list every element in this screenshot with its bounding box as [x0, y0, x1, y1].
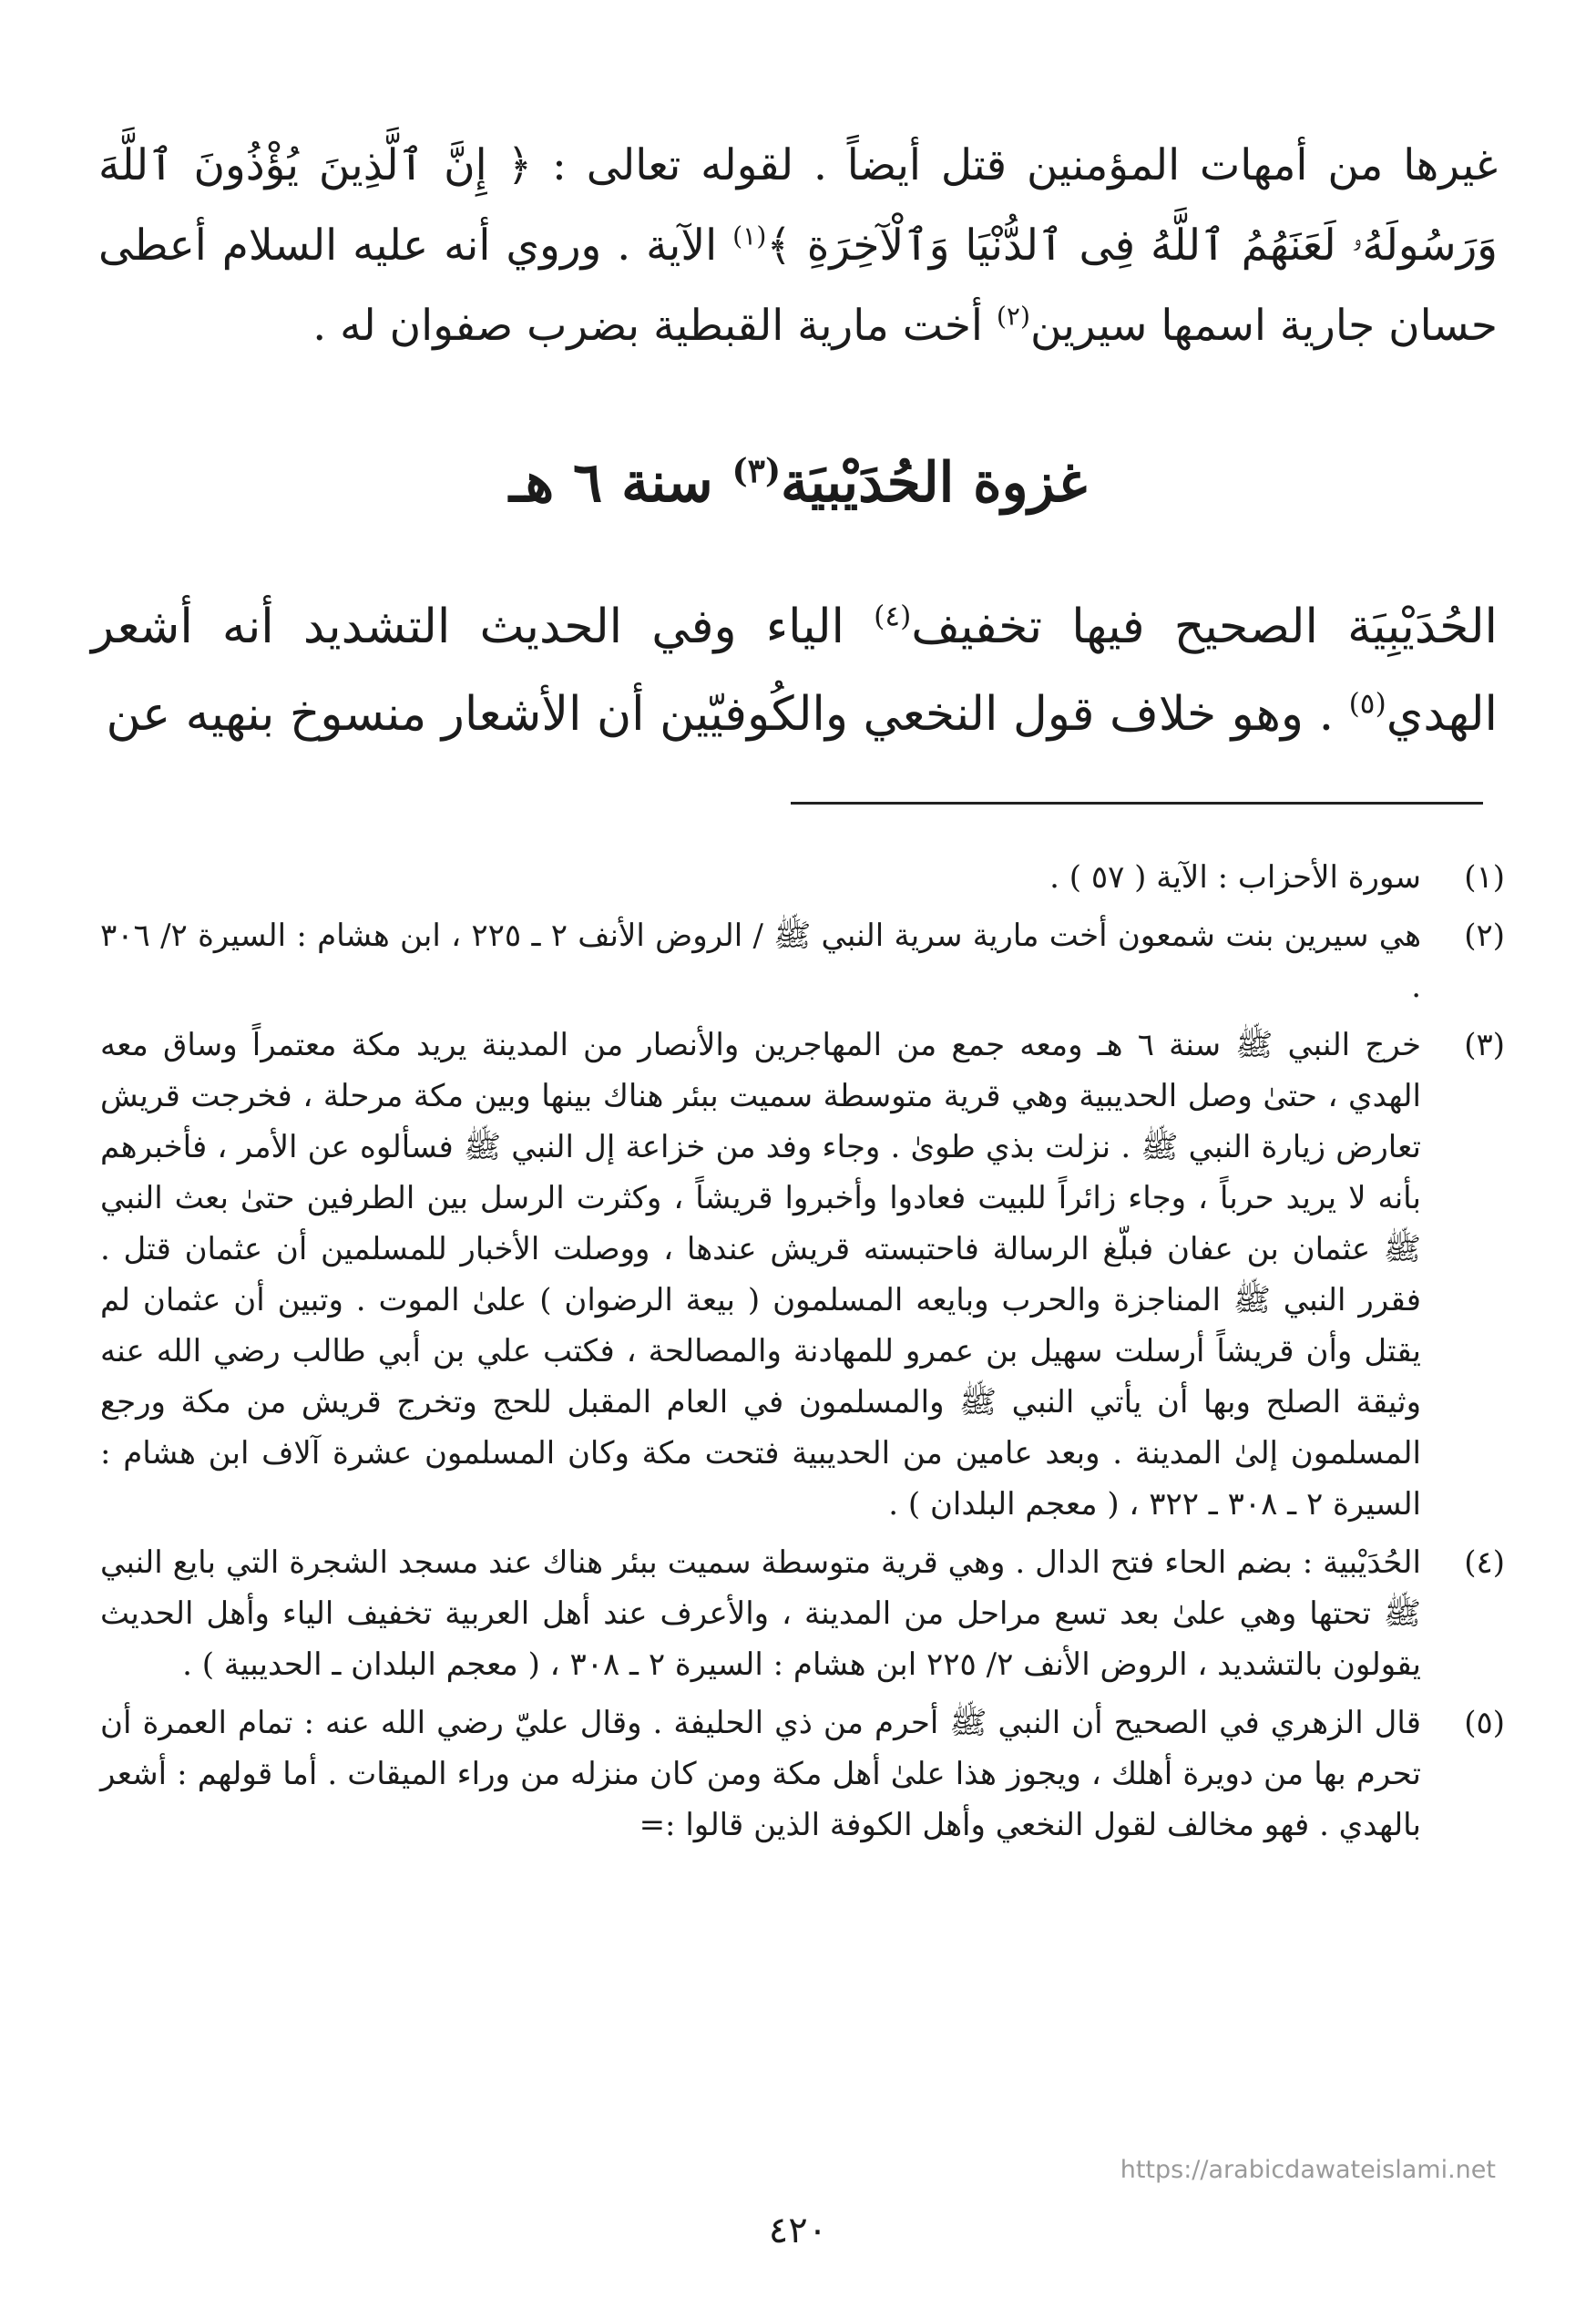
footnote: [100, 1537, 1505, 1690]
footnote-number: (١): [1464, 859, 1505, 896]
footnote-ref-1: (١): [732, 220, 767, 251]
footnote: [100, 1020, 1505, 1530]
footnote: [100, 1697, 1505, 1851]
heading-title: غزوة الحُدَيْبيَة: [781, 451, 1088, 515]
footnote-ref-5: (٥): [1348, 687, 1386, 721]
footnote-ref-2: (٢): [996, 301, 1031, 332]
footnote-number: (٥): [1464, 1705, 1505, 1741]
footnotes: [100, 852, 1505, 1858]
heading-year: سنة ٦ هـ: [508, 451, 732, 515]
footnote: [100, 910, 1505, 1012]
footnote-text: سورة الأحزاب : الآية ( ٥٧ ) .: [1049, 859, 1421, 896]
section-paragraph: [91, 583, 1498, 758]
section-text-1: الحُدَيْبِيَة الصحيح فيها تخفيف: [911, 600, 1498, 654]
footnote-number: (٤): [1464, 1544, 1505, 1581]
section-heading: [0, 451, 1596, 515]
intro-paragraph: [98, 126, 1498, 366]
page-number: ٤٢٠: [768, 2210, 828, 2251]
footnote-ref-3: (٣): [732, 452, 782, 490]
footnote-number: (٣): [1464, 1027, 1505, 1063]
footnote: [100, 852, 1505, 903]
watermark-url: https://arabicdawateislami.net: [1120, 2156, 1496, 2184]
footnote-text: هي سيرين بنت شمعون أخت مارية سرية النبي ﷺ / الروض الأنف ٢ ـ ٢٢٥ ، ابن هشام : السيرة ٢/ ٣٠٦ .: [100, 918, 1422, 1005]
footnote-text: قال الزهري في الصحيح أن النبي ﷺ أحرم من ذي الحليفة . وقال عليّ رضي الله عنه : تمام العمرة أن تحرم بها من دويرة أهلك ، ويجوز هذا علىٰ أهل مكة ومن كان منزله من وراء الميقات . أما قولهم : أشعر بالهدي . فهو مخالف لقول النخعي وأهل الكوفة الذين قالوا :=: [100, 1705, 1421, 1843]
footnote-ref-4: (٤): [874, 600, 912, 633]
footnote-text: الحُدَيْبية : بضم الحاء فتح الدال . وهي قرية متوسطة سميت ببئر هناك عند مسجد الشجرة التي بايع النبي ﷺ تحتها وهي علىٰ بعد تسع مراحل من المدينة ، والأعرف عند أهل العربية تخفيف الياء وأهل الحديث يقولون بالتشديد ، الروض الأنف ٢/ ٢٢٥ ابن هشام : السيرة ٢ ـ ٣٠٨ ، ( معجم البلدان ـ الحديبية ) .: [100, 1544, 1421, 1683]
footnote-text: خرج النبي ﷺ سنة ٦ هـ ومعه جمع من المهاجرين والأنصار من المدينة يريد مكة معتمراً وساق معه الهدي ، حتىٰ وصل الحديبية وهي قرية متوسطة سميت ببئر هناك بينها وبين مكة مرحلة ، فخرجت قريش تعارض زيارة النبي ﷺ . نزلت بذي طوىٰ . وجاء وفد من خزاعة إل النبي ﷺ فسألوه عن الأمر ، فأخبرهم بأنه لا يريد حرباً ، وجاء زائراً للبيت فعادوا وأخبروا قريشاً ، وكثرت الرسل بين الطرفين حتىٰ بعث النبي ﷺ عثمان بن عفان فبلّغ الرسالة فاحتبسته قريش عندها ، ووصلت الأخبار للمسلمين أن عثمان قتل . فقرر النبي ﷺ المناجزة والحرب وبايعه المسلمون ( بيعة الرضوان ) علىٰ الموت . وتبين أن عثمان لم يقتل وأن قريشاً أرسلت سهيل بن عمرو للمهادنة والمصالحة ، فكتب علي بن أبي طالب رضي الله عنه وثيقة الصلح وبها أن يأتي النبي ﷺ والمسلمون في العام المقبل للحج وتخرج قريش من مكة ورجع المسلمون إلىٰ المدينة . وبعد عامين من الحديبية فتحت مكة وكان المسلمون عشرة آلاف ابن هشام : السيرة ٢ ـ ٣٠٨ ـ ٣٢٢ ، ( معجم البلدان ) .: [100, 1027, 1421, 1523]
footnote-number: (٢): [1464, 918, 1505, 954]
section-text-2: الياء وفي الحديث التشديد أنه أشعر الهدي: [91, 600, 1498, 742]
footnote-divider: [791, 802, 1483, 805]
intro-text-3: أخت مارية القبطية بضرب صفوان له .: [312, 301, 997, 351]
section-text-3: . وهو خلاف قول النخعي والكُوفيّين أن الأشعار منسوخ بنهيه عن: [106, 687, 1349, 742]
intro-text-2: الآية . وروي أنه عليه السلام أعطى حسان جارية اسمها سيرين: [98, 220, 1498, 351]
intro-text: غيرها من أمهات المؤمنين قتل أيضاً . لقوله تعالى : ﴿ إِنَّ ٱلَّذِينَ يُؤْذُونَ ٱللَّهَ وَرَسُولَهُۥ لَعَنَهُمُ ٱللَّهُ فِى ٱلدُّنْيَا وَٱلْآخِرَةِ ﴾: [98, 140, 1498, 271]
